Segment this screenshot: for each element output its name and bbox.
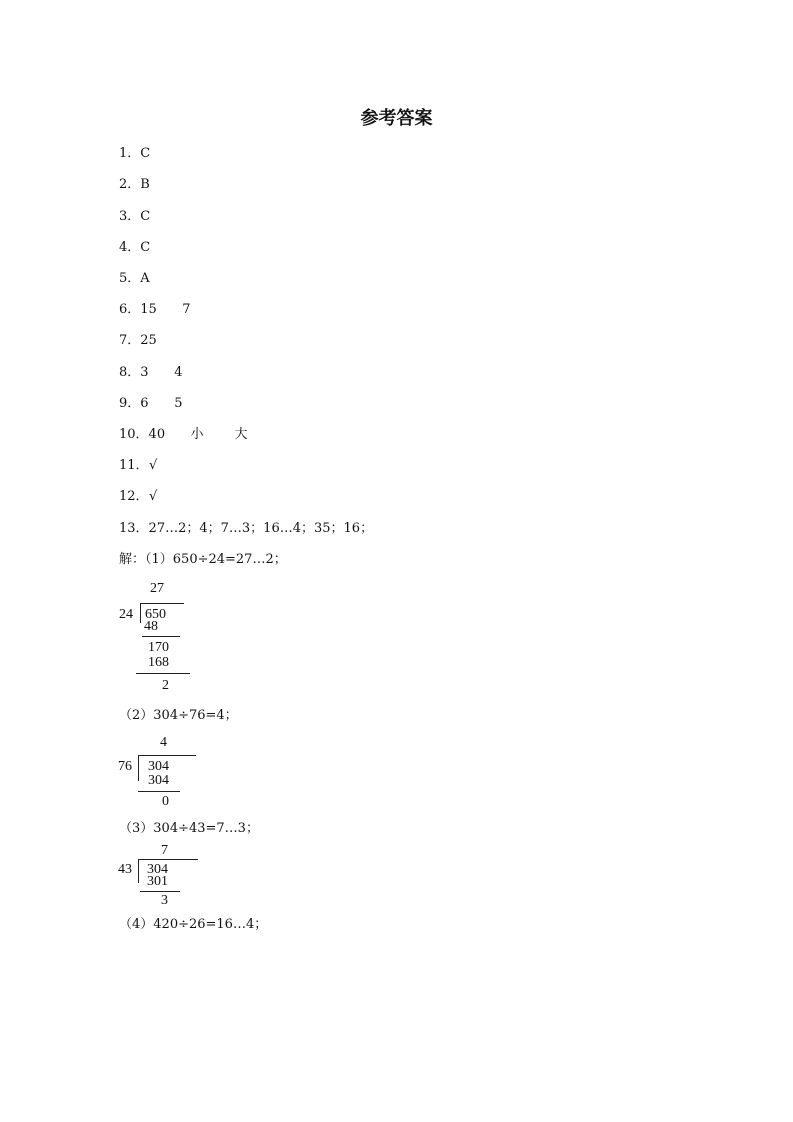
answer-value: 5 [174,396,183,411]
answer-number: 8． [119,365,141,380]
answer-value: √ [149,458,158,473]
answer-line [119,396,183,412]
answer-value: C [140,240,151,255]
answer-line [119,240,150,256]
page-title: 参考答案 [360,108,433,129]
subtraction-line [140,891,180,892]
solution-step-3: （3）304÷43=7…3； [119,821,259,836]
answer-number: 13． [119,521,149,536]
subtraction-line [142,636,180,637]
answer-line [119,458,157,474]
answer-value: B [140,177,150,192]
division-bracket [138,859,139,883]
answer-number: 1． [119,146,141,161]
answer-line [119,177,150,193]
answer-number: 7． [119,333,141,348]
long-division-1 [118,578,208,696]
remainder: 0 [162,794,169,809]
solution-step-1: 解：（1）650÷24=27…2； [119,552,287,567]
answer-number: 2． [119,177,141,192]
answer-line [119,302,191,318]
subtrahend: 168 [148,655,169,670]
subtrahend: 304 [148,773,169,788]
answer-line [119,209,150,225]
answer-value: A [140,271,150,286]
solution-step-4: （4）420÷26=16…4； [119,917,268,932]
answer-number: 4． [119,240,141,255]
subtrahend: 48 [144,619,158,634]
subtraction-line [136,673,190,674]
quotient: 7 [161,843,168,858]
answer-value: 27…2；4；7…3；16…4；35；16； [148,521,374,536]
answer-value: 25 [140,333,157,348]
quotient: 4 [160,735,167,750]
answer-line [119,271,150,287]
answer-number: 6． [119,302,141,317]
long-division-3 [118,843,208,911]
answer-number: 11． [119,458,149,473]
answer-number: 12． [119,489,149,504]
answer-number: 5． [119,271,141,286]
division-bar [138,755,196,756]
division-bracket [138,755,139,781]
answer-line [119,146,150,162]
answer-value: 大 [234,427,248,442]
division-bar [140,603,184,604]
answer-number: 3． [119,209,141,224]
subtraction-line [138,791,180,792]
answer-value: 7 [182,302,191,317]
answer-value: 4 [174,365,183,380]
remainder: 3 [161,893,168,908]
division-bracket [140,603,141,623]
answer-number: 9． [119,396,141,411]
answer-value: 3 [140,365,149,380]
answer-value: 6 [140,396,149,411]
partial-dividend: 170 [148,640,169,655]
answer-value: √ [149,489,158,504]
subtrahend: 301 [147,874,168,889]
divisor: 43 [118,862,132,877]
answer-value: 小 [190,427,204,442]
answer-value: 15 [140,302,157,317]
division-bar [138,859,198,860]
solution-step-2: （2）304÷76=4； [119,708,238,723]
answer-line [119,333,157,349]
divisor: 24 [119,607,133,622]
answer-line [119,427,248,443]
long-division-2 [118,733,208,811]
divisor: 76 [118,759,132,774]
answer-value: C [140,209,151,224]
answer-line [119,489,157,505]
answer-line [119,521,373,537]
dividend: 304 [147,862,168,877]
answer-value: 40 [148,427,166,442]
quotient: 27 [150,581,164,596]
dividend: 304 [148,759,169,774]
answer-value: C [140,146,151,161]
answer-line [119,365,183,381]
answer-number: 10． [119,427,149,442]
dividend: 650 [145,607,166,622]
remainder: 2 [162,678,169,693]
